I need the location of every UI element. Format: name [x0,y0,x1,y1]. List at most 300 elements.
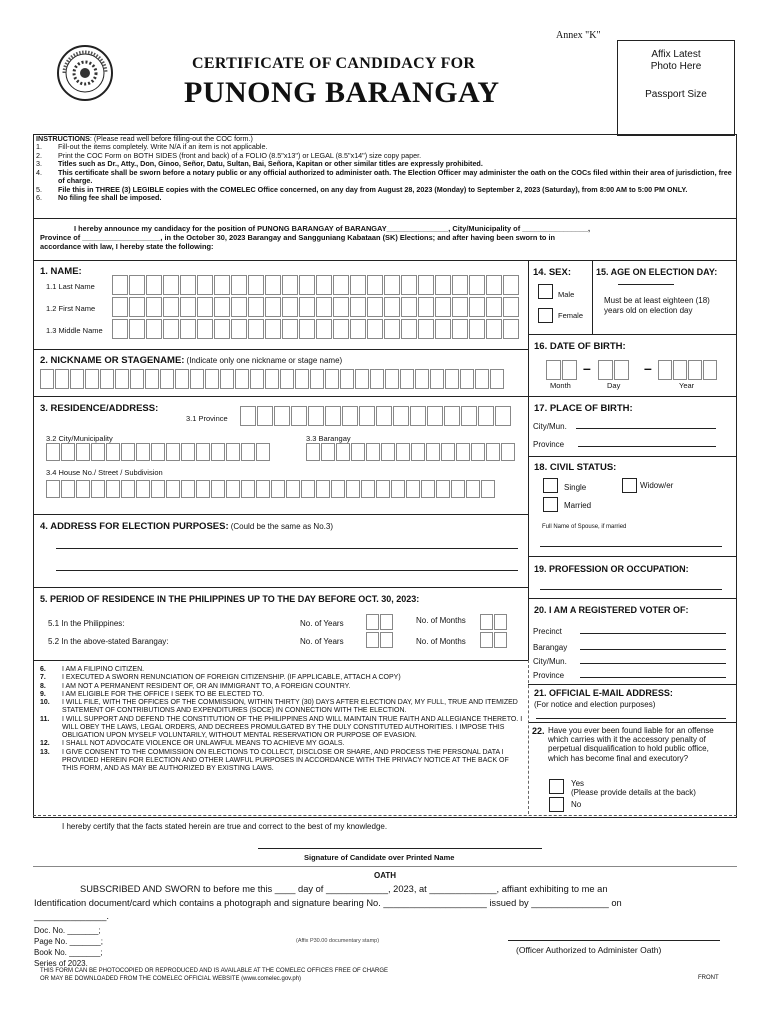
char-box[interactable] [336,443,350,461]
decl-text: I WILL SUPPORT AND DEFEND THE CONSTITUTION OF THE PHILIPPINES AND WILL MAINTAIN TRUE FAITH AND ALLEGIANCE THERETO. I WILL OBEY THE LAWS, LEGAL ORDERS, AND DECREES PROMULGATED BY THE DULY CONSTITUTED AUTHORITIES. I IMPOSE THIS OBLIGATION UPON MYSELF VOLUNTARILY, WITHOUT MENTAL RESERVATION OR PURPOSE OF EVASION. [62,715,523,739]
instr-text: This certificate shall be sworn before a notary public or any official authorized to administer oath. The Election Officer may administer the oath on the COCs filed within their area of jurisdiction, free of charge. [58,167,732,186]
char-box[interactable] [61,443,75,461]
char-box[interactable] [452,297,468,317]
char-box[interactable] [391,480,405,498]
decl-num: 9. [40,690,46,698]
divider [528,396,737,397]
char-box[interactable] [370,369,384,389]
char-box[interactable] [121,443,135,461]
char-box[interactable] [486,443,500,461]
char-box[interactable] [350,319,366,339]
char-box[interactable] [241,443,255,461]
char-box[interactable] [145,369,159,389]
pob-city-label: City/Mun. [533,422,567,431]
q22-text: Have you ever been found liable for an offense which carries with it the accessory penalty of perpetual disqualification to hold public office, which has become final and executory? [548,726,714,763]
char-box[interactable] [351,443,365,461]
char-box[interactable] [466,480,480,498]
char-box[interactable] [190,369,204,389]
ph-months-boxes[interactable] [480,614,508,630]
char-box[interactable] [333,319,349,339]
char-box[interactable] [180,275,196,295]
char-box[interactable] [280,369,294,389]
officer-signature-line[interactable] [508,940,720,941]
nickname-boxes[interactable] [40,369,505,389]
char-box[interactable] [282,319,298,339]
decl-num: 7. [40,674,46,682]
q22-number: 22. [532,726,545,736]
char-box[interactable] [598,360,613,380]
char-box[interactable] [494,614,507,630]
char-box[interactable] [381,443,395,461]
char-box[interactable] [166,443,180,461]
q22-no-checkbox[interactable] [549,797,564,812]
decl-text: I AM NOT A PERMANENT RESIDENT OF, OR AN IMMIGRANT TO, A FOREIGN COUNTRY. [62,682,351,690]
char-box[interactable] [121,480,135,498]
house-label: 3.4 House No./ Street / Subdivision [46,468,163,477]
char-box[interactable] [235,369,249,389]
widow-label: Widow/er [640,481,674,490]
char-box[interactable] [257,406,273,426]
officer-label: (Officer Authorized to Administer Oath) [516,945,662,955]
char-box[interactable] [658,360,672,380]
char-box[interactable] [460,369,474,389]
char-box[interactable] [469,319,485,339]
char-box[interactable] [282,297,298,317]
char-box[interactable] [452,275,468,295]
photo-text-2: Photo Here [650,61,702,72]
nickname-note: (Indicate only one nickname or stage name) [186,356,343,365]
married-label: Married [564,501,592,510]
char-box[interactable] [384,319,400,339]
char-box[interactable] [130,369,144,389]
char-box[interactable] [456,443,470,461]
char-box[interactable] [241,480,255,498]
char-box[interactable] [384,275,400,295]
char-box[interactable] [452,319,468,339]
char-box[interactable] [91,480,105,498]
char-box[interactable] [196,443,210,461]
char-box[interactable] [163,297,179,317]
province-boxes[interactable] [240,406,512,426]
char-box[interactable] [220,369,234,389]
char-box[interactable] [380,632,393,648]
period-months-label: No. of Months [416,616,466,625]
char-box[interactable] [340,369,354,389]
pob-province-label: Province [533,440,565,449]
char-box[interactable] [346,480,360,498]
char-box[interactable] [376,406,392,426]
char-box[interactable] [503,297,519,317]
char-box[interactable] [385,369,399,389]
char-box[interactable] [248,319,264,339]
char-box[interactable] [316,480,330,498]
voter-precinct-line[interactable] [580,633,726,634]
char-box[interactable] [406,480,420,498]
char-box[interactable] [673,360,687,380]
char-box[interactable] [301,480,315,498]
char-box[interactable] [129,275,145,295]
char-box[interactable] [366,443,380,461]
char-box[interactable] [55,369,69,389]
char-box[interactable] [471,443,485,461]
declarations [40,666,524,773]
char-box[interactable] [415,369,429,389]
char-box[interactable] [331,480,345,498]
char-box[interactable] [401,275,417,295]
divider [33,218,737,219]
char-box[interactable] [214,275,230,295]
char-box[interactable] [231,275,247,295]
char-box[interactable] [226,480,240,498]
page-side-label: FRONT [698,975,719,981]
char-box[interactable] [146,275,162,295]
char-box[interactable] [112,275,128,295]
pob-label: 17. PLACE OF BIRTH: [534,403,633,414]
char-box[interactable] [271,480,285,498]
char-box[interactable] [112,297,128,317]
char-box[interactable] [163,275,179,295]
char-box[interactable] [393,406,409,426]
voter-province-label: Province [533,671,565,680]
char-box[interactable] [76,480,90,498]
char-box[interactable] [196,480,210,498]
char-box[interactable] [226,443,240,461]
char-box[interactable] [418,275,434,295]
char-box[interactable] [441,443,455,461]
single-checkbox[interactable] [543,478,558,493]
char-box[interactable] [100,369,114,389]
char-box[interactable] [248,275,264,295]
char-box[interactable] [396,443,410,461]
char-box[interactable] [106,443,120,461]
signature-line[interactable] [258,848,542,849]
instructions [36,135,734,202]
election-address-line-2[interactable] [56,570,518,571]
char-box[interactable] [411,443,425,461]
ph-years-boxes[interactable] [366,614,394,630]
decl-text: I WILL FILE, WITH THE OFFICES OF THE COMMISSION, WITHIN THIRTY (30) DAYS AFTER ELECTION DAY, MY FULL, TRUE AND ITEMIZED STATEMENT OF CONTRIBUTIONS AND EXPENDITURES (SOCE) IN CONNECTION WITH THE ELECTION. [62,699,518,715]
char-box[interactable] [197,297,213,317]
election-address-line-1[interactable] [56,548,518,549]
char-box[interactable] [308,406,324,426]
barangay-boxes[interactable] [306,443,516,461]
char-box[interactable] [367,275,383,295]
char-box[interactable] [490,369,504,389]
char-box[interactable] [316,275,332,295]
profession-line[interactable] [540,589,722,590]
pob-city-line[interactable] [576,428,716,429]
char-box[interactable] [180,297,196,317]
char-box[interactable] [475,369,489,389]
voter-city-line[interactable] [580,663,726,664]
middle-name-boxes[interactable] [112,319,520,339]
char-box[interactable] [426,443,440,461]
char-box[interactable] [325,369,339,389]
brgy-years-boxes[interactable] [366,632,394,648]
char-box[interactable] [418,297,434,317]
char-box[interactable] [359,406,375,426]
photo-box [617,40,735,136]
char-box[interactable] [445,369,459,389]
dob-year-boxes[interactable] [658,360,718,380]
char-box[interactable] [136,480,150,498]
char-box[interactable] [76,443,90,461]
announcement [40,225,732,252]
char-box[interactable] [265,275,281,295]
char-box[interactable] [435,275,451,295]
char-box[interactable] [503,275,519,295]
char-box[interactable] [274,406,290,426]
dob-dash: – [583,360,591,376]
char-box[interactable] [494,632,507,648]
char-box[interactable] [175,369,189,389]
char-box[interactable] [40,369,54,389]
char-box[interactable] [265,319,281,339]
char-box[interactable] [160,369,174,389]
char-box[interactable] [306,443,320,461]
decl-text: I EXECUTED A SWORN RENUNCIATION OF FOREIGN CITIZENSHIP. (IF APPLICABLE, ATTACH A COPY) [62,674,401,682]
char-box[interactable] [546,360,561,380]
dob-dash: – [644,360,652,376]
last-name-boxes[interactable] [112,275,520,295]
brgy-months-boxes[interactable] [480,632,508,648]
char-box[interactable] [163,319,179,339]
char-box[interactable] [211,443,225,461]
dob-day-label: Day [607,381,621,390]
char-box[interactable] [46,443,60,461]
voter-province-line[interactable] [580,677,726,678]
char-box[interactable] [214,297,230,317]
char-box[interactable] [410,406,426,426]
char-box[interactable] [376,480,390,498]
first-name-boxes[interactable] [112,297,520,317]
char-box[interactable] [205,369,219,389]
char-box[interactable] [129,319,145,339]
char-box[interactable] [401,297,417,317]
email-line[interactable] [536,718,726,719]
signature-label: Signature of Candidate over Printed Name [304,853,455,862]
char-box[interactable] [250,369,264,389]
page-no: Page No. _______; [34,937,103,946]
char-box[interactable] [91,443,105,461]
char-box[interactable] [231,319,247,339]
char-box[interactable] [61,480,75,498]
char-box[interactable] [70,369,84,389]
char-box[interactable] [481,480,495,498]
age-line[interactable] [618,284,674,285]
char-box[interactable] [240,406,256,426]
char-box[interactable] [333,275,349,295]
civil-label: 18. CIVIL STATUS: [534,462,617,473]
oath-line-1: SUBSCRIBED AND SWORN to before me this ____ day of ____________, 2023, at _____________, affiant exhibiting to me an [80,884,608,894]
char-box[interactable] [430,369,444,389]
char-box[interactable] [435,319,451,339]
char-box[interactable] [129,297,145,317]
char-box[interactable] [299,319,315,339]
char-box[interactable] [503,319,519,339]
pob-province-line[interactable] [578,446,716,447]
dob-month-boxes[interactable] [546,360,578,380]
residence-label: 3. RESIDENCE/ADDRESS: [40,403,159,414]
house-boxes[interactable] [46,480,496,498]
char-box[interactable] [427,406,443,426]
period-brgy-label: 5.2 In the above-stated Barangay: [48,637,169,646]
city-boxes[interactable] [46,443,271,461]
char-box[interactable] [435,297,451,317]
char-box[interactable] [265,369,279,389]
char-box[interactable] [325,406,341,426]
char-box[interactable] [355,369,369,389]
char-box[interactable] [180,319,196,339]
announce-line-1: I hereby announce my candidacy for the position of PUNONG BARANGAY of BARANGAY_______________, City/Municipality of ________________, [74,224,591,233]
char-box[interactable] [400,369,414,389]
char-box[interactable] [112,319,128,339]
char-box[interactable] [480,632,493,648]
spouse-line[interactable] [540,546,722,547]
instr-text: Titles such as Dr., Atty., Don, Ginoo, Señor, Datu, Sultan, Bai, Señora, Kapitan or other similar titles are expressly prohibited. [58,159,483,169]
char-box[interactable] [486,275,502,295]
divider [33,514,528,515]
char-box[interactable] [46,480,60,498]
dob-day-boxes[interactable] [598,360,630,380]
char-box[interactable] [299,275,315,295]
char-box[interactable] [451,480,465,498]
char-box[interactable] [282,275,298,295]
announce-line-2: Province of ___________________, in the October 30, 2023 Barangay and Sangguniang Kabataan (SK) Elections; and after having been sworn to in [40,232,556,242]
char-box[interactable] [469,275,485,295]
decl-num: 8. [40,682,46,690]
char-box[interactable] [295,369,309,389]
char-box[interactable] [181,480,195,498]
province-label: 3.1 Province [186,414,228,423]
char-box[interactable] [151,480,165,498]
char-box[interactable] [265,297,281,317]
char-box[interactable] [106,480,120,498]
char-box[interactable] [286,480,300,498]
char-box[interactable] [291,406,307,426]
female-checkbox[interactable] [538,308,553,323]
male-checkbox[interactable] [538,284,553,299]
middle-name-label: 1.3 Middle Name [46,326,103,335]
q22-yes-checkbox[interactable] [549,779,564,794]
q22-yes-note: (Please provide details at the back) [571,788,696,797]
char-box[interactable] [350,275,366,295]
decl-num: 13. [40,748,50,756]
char-box[interactable] [181,443,195,461]
char-box[interactable] [366,614,379,630]
char-box[interactable] [480,614,493,630]
char-box[interactable] [501,443,515,461]
char-box[interactable] [146,319,162,339]
char-box[interactable] [146,297,162,317]
age-note: Must be at least eighteen (18) years old on election day [604,296,710,315]
char-box[interactable] [115,369,129,389]
char-box[interactable] [350,297,366,317]
char-box[interactable] [197,319,213,339]
divider [528,334,737,335]
period-ph-label: 5.1 In the Philippines: [48,619,125,628]
widow-checkbox[interactable] [622,478,637,493]
divider [33,660,528,661]
char-box[interactable] [366,632,379,648]
char-box[interactable] [256,480,270,498]
divider [528,684,737,685]
char-box[interactable] [342,406,358,426]
voter-barangay-line[interactable] [580,649,726,650]
char-box[interactable] [486,297,502,317]
char-box[interactable] [562,360,577,380]
char-box[interactable] [211,480,225,498]
char-box[interactable] [166,480,180,498]
char-box[interactable] [401,319,417,339]
char-box[interactable] [367,319,383,339]
char-box[interactable] [688,360,702,380]
char-box[interactable] [436,480,450,498]
decl-text: I SHALL NOT ADVOCATE VIOLENCE OR UNLAWFUL MEANS TO ACHIEVE MY GOALS. [62,740,345,748]
election-address-label: 4. ADDRESS FOR ELECTION PURPOSES: [40,521,229,532]
char-box[interactable] [316,319,332,339]
dob-month-label: Month [550,381,571,390]
single-label: Single [564,483,587,492]
char-box[interactable] [486,319,502,339]
char-box[interactable] [444,406,460,426]
married-checkbox[interactable] [543,497,558,512]
column-divider [528,260,529,660]
char-box[interactable] [256,443,270,461]
period-years-label: No. of Years [300,637,344,646]
char-box[interactable] [333,297,349,317]
oath-title: OATH [374,871,397,880]
char-box[interactable] [418,319,434,339]
instr-text: File this in THREE (3) LEGIBLE copies with the COMELEC Office concerned, on any day from August 28, 2023 (Monday) to September 2, 2023 (Saturday), from 8:00 AM to 5:00 PM ONLY. [58,184,688,194]
decl-text: I AM A FILIPINO CITIZEN. [62,666,145,673]
char-box[interactable] [248,297,264,317]
char-box[interactable] [380,614,393,630]
char-box[interactable] [197,275,213,295]
char-box[interactable] [321,443,335,461]
char-box[interactable] [614,360,629,380]
char-box[interactable] [461,406,477,426]
char-box[interactable] [136,443,150,461]
char-box[interactable] [495,406,511,426]
char-box[interactable] [316,297,332,317]
char-box[interactable] [231,297,247,317]
male-label: Male [558,290,575,299]
doc-no: Doc. No. _______; [34,926,101,935]
sex-label: 14. SEX: [533,267,572,278]
char-box[interactable] [299,297,315,317]
char-box[interactable] [384,297,400,317]
dob-year-label: Year [679,381,695,390]
instr-text: Print the COC Form on BOTH SIDES (front and back) of a FOLIO (8.5"x13") or LEGAL (8.5"x14") size copy paper. [58,150,422,160]
certify-statement: I hereby certify that the facts stated herein are true and correct to the best of my knowledge. [62,822,388,831]
char-box[interactable] [703,360,717,380]
char-box[interactable] [367,297,383,317]
char-box[interactable] [361,480,375,498]
char-box[interactable] [214,319,230,339]
char-box[interactable] [310,369,324,389]
char-box[interactable] [421,480,435,498]
q22-no-label: No [571,800,582,809]
char-box[interactable] [478,406,494,426]
char-box[interactable] [85,369,99,389]
footer-notice-1: THIS FORM CAN BE PHOTOCOPIED OR REPRODUCED AND IS AVAILABLE AT THE COMELEC OFFICES FREE OF CHARGE [40,968,389,974]
female-label: Female [558,311,584,320]
spouse-label: Full Name of Spouse, if married [542,524,627,530]
divider [528,456,737,457]
char-box[interactable] [151,443,165,461]
char-box[interactable] [469,297,485,317]
